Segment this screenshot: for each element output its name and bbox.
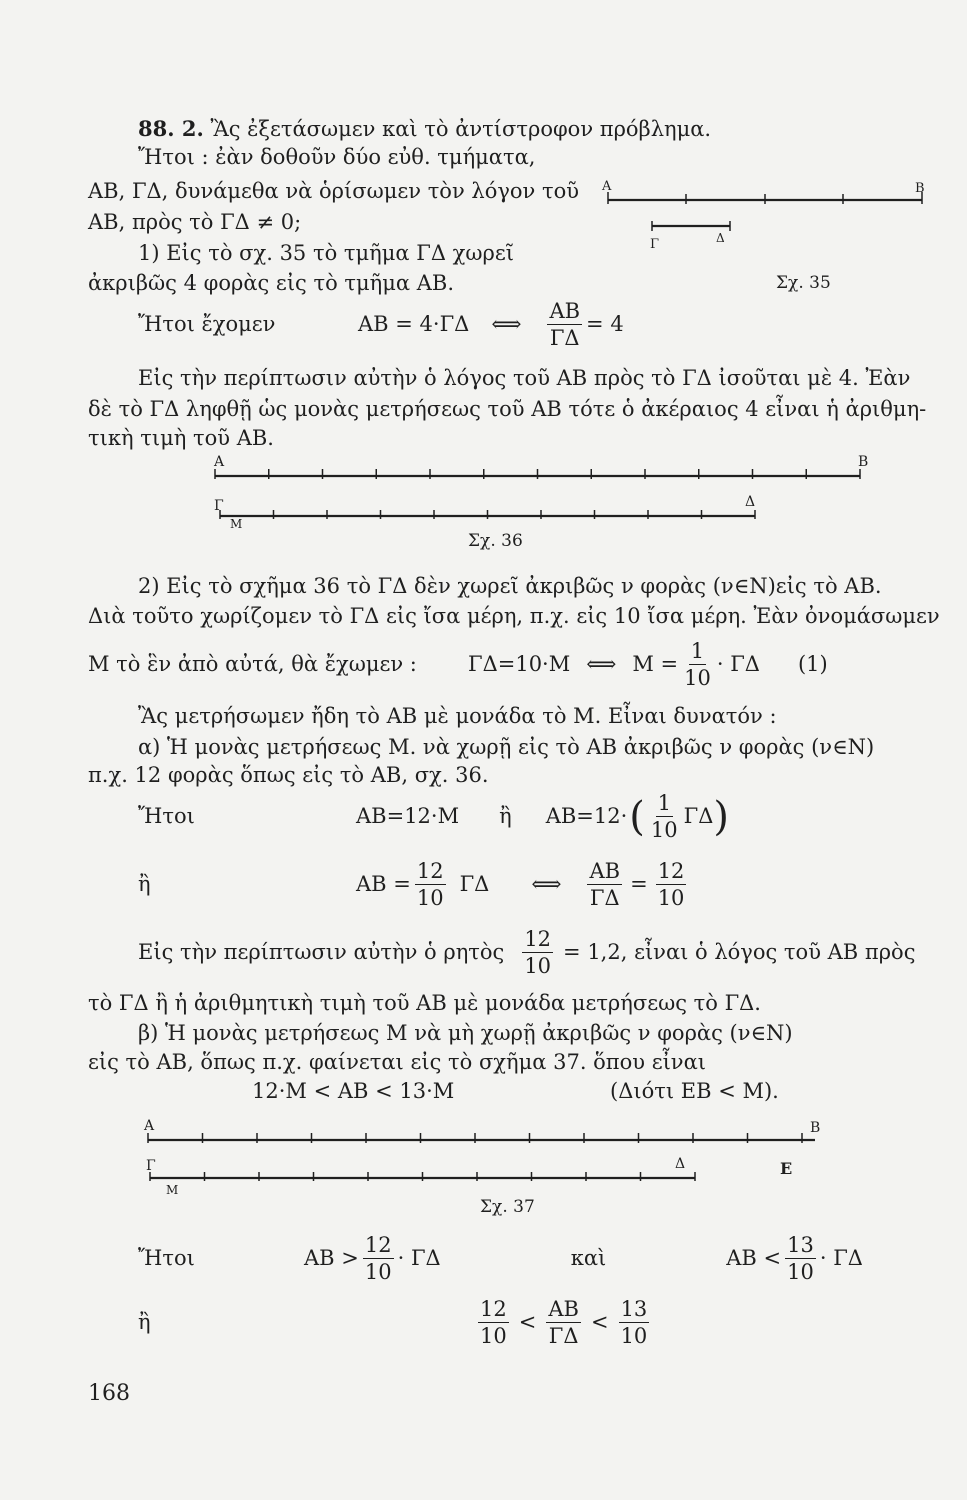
and-word: καὶ xyxy=(570,1246,607,1271)
fraction-denominator: 10 xyxy=(657,886,685,911)
reason: (Διότι ΕΒ < Μ). xyxy=(610,1079,779,1103)
text-line: Εἰς τὴν περίπτωσιν αὐτὴν ὁ λόγος τοῦ ΑΒ πρὸς τὸ ΓΔ ἰσοῦται μὲ 4. Ἐὰν xyxy=(138,366,911,390)
fraction-numerator: ΑΒ xyxy=(547,300,582,325)
figure-caption: Σχ. 37 xyxy=(480,1197,535,1217)
fraction-denominator: 10 xyxy=(620,1324,648,1349)
label-d: Δ xyxy=(716,231,725,245)
text-line: δὲ τὸ ΓΔ ληφθῇ ὡς μονὰς μετρήσεως τοῦ ΑΒ τότε ὁ ἀκέραιος 4 εἶναι ἡ ἀριθμη- xyxy=(88,397,927,421)
figure-37 xyxy=(140,1112,820,1222)
section-number: 88. 2. xyxy=(138,116,204,141)
label-m: Μ xyxy=(230,517,243,531)
label-b: Β xyxy=(915,181,925,196)
fraction-denominator: 10 xyxy=(524,954,552,979)
fraction-numerator: 13 xyxy=(785,1234,816,1259)
fraction xyxy=(546,1298,581,1347)
equation-case1 xyxy=(138,300,624,349)
gd-term: · ΓΔ xyxy=(716,652,760,677)
m-equals: Μ = xyxy=(632,652,679,677)
fraction xyxy=(478,1298,509,1347)
fraction-denominator: 10 xyxy=(650,818,678,843)
equation-case2 xyxy=(88,640,828,689)
section-intro: Ἂς ἐξετάσωμεν καὶ τὸ ἀντίστροφον πρόβλημα. xyxy=(210,117,712,141)
figure-35 xyxy=(570,178,930,298)
less-than: < xyxy=(518,1310,537,1335)
label-a: Α xyxy=(144,1118,155,1134)
iff-symbol: ⟺ xyxy=(531,872,562,897)
text-line: β) Ἡ μονὰς μετρήσεως Μ νὰ μὴ χωρῇ ἀκριβῶς ν φορὰς (ν∈Ν) xyxy=(138,1021,793,1045)
iff-symbol: ⟺ xyxy=(586,652,617,677)
ab-less: ΑΒ < xyxy=(726,1246,782,1271)
fraction xyxy=(547,300,582,349)
gd-term: ΓΔ xyxy=(683,804,714,829)
text-line: τικὴ τιμὴ τοῦ ΑΒ. xyxy=(88,426,274,450)
section-heading xyxy=(138,118,711,140)
etoi-label: Ἤτοι xyxy=(138,804,195,829)
text-line: ΑΒ, ΓΔ, δυνάμεθα νὰ ὁρίσωμεν τὸν λόγον τοῦ xyxy=(88,179,580,203)
equation-row xyxy=(138,1234,863,1283)
equation: ΑΒ=12·Μ xyxy=(356,804,460,829)
fraction xyxy=(415,860,446,909)
fraction xyxy=(619,1298,650,1347)
equals: = xyxy=(630,872,648,897)
label-g: Γ xyxy=(650,237,660,252)
or-word: ἢ xyxy=(499,804,512,829)
fraction xyxy=(587,860,622,909)
fraction-numerator: ΑΒ xyxy=(546,1298,581,1323)
ab-greater: ΑΒ > xyxy=(304,1246,359,1271)
equation-row xyxy=(138,860,690,909)
equation-row xyxy=(138,792,729,841)
fraction-denominator: 10 xyxy=(684,666,711,691)
fraction-numerator: 12 xyxy=(415,860,446,885)
figure-caption: Σχ. 35 xyxy=(776,273,831,293)
or-word: ἢ xyxy=(138,1310,151,1335)
equation: ΓΔ=10·Μ xyxy=(468,652,571,677)
label-g: Γ xyxy=(214,498,224,514)
text-line: π.χ. 12 φορὰς ὅπως εἰς τὸ ΑΒ, σχ. 36. xyxy=(88,763,489,787)
fraction xyxy=(522,928,553,977)
text-line: ἀκριβῶς 4 φορὰς εἰς τὸ τμῆμα ΑΒ. xyxy=(88,271,455,295)
text-line: Ἤτοι : ἐὰν δοθοῦν δύο εὐθ. τμήματα, xyxy=(138,145,536,169)
left-paren: ( xyxy=(629,793,645,840)
fraction xyxy=(363,1234,394,1283)
text-line: 2) Εἰς τὸ σχῆμα 36 τὸ ΓΔ δὲν χωρεῖ ἀκριβῶς ν φορὰς (ν∈Ν)εἰς τὸ ΑΒ. xyxy=(138,574,882,598)
fraction xyxy=(656,860,687,909)
text-line: α) Ἡ μονὰς μετρήσεως Μ. νὰ χωρῇ εἰς τὸ ΑΒ ἀκριβῶς ν φορὰς (ν∈Ν) xyxy=(138,735,875,759)
equation-left: ΑΒ = 4·ΓΔ xyxy=(358,312,470,337)
gd-term: · ΓΔ xyxy=(819,1246,863,1271)
text-line: 1) Εἰς τὸ σχ. 35 τὸ τμῆμα ΓΔ χωρεῖ xyxy=(138,241,514,265)
less-than: < xyxy=(590,1310,609,1335)
figure-36 xyxy=(200,446,880,556)
label-e: Ε xyxy=(780,1159,793,1178)
label-g: Γ xyxy=(146,1158,156,1174)
gd-term: ΓΔ xyxy=(459,872,490,897)
inequality: 12·Μ < ΑΒ < 13·Μ xyxy=(252,1079,455,1103)
etoi-label: Ἤτοι xyxy=(138,1246,195,1271)
text-line: εἰς τὸ ΑΒ, ὅπως π.χ. φαίνεται εἰς τὸ σχῆμα 37. ὅπου εἶναι xyxy=(88,1050,706,1074)
equation: ΑΒ=12· xyxy=(545,804,628,829)
etoi-label: Ἤτοι ἔχομεν xyxy=(138,312,276,337)
text-line: Διὰ τοῦτο χωρίζομεν τὸ ΓΔ εἰς ἴσα μέρη, π.χ. εἰς 10 ἴσα μέρη. Ἐὰν ὀνομάσωμεν xyxy=(88,604,940,628)
fraction-numerator: ΑΒ xyxy=(587,860,622,885)
equation-row xyxy=(138,1298,653,1347)
label-a: Α xyxy=(602,179,612,194)
fraction-denominator: 10 xyxy=(416,886,444,911)
fraction-denominator: ΓΔ xyxy=(549,326,580,351)
label-a: Α xyxy=(214,454,225,470)
fraction xyxy=(682,640,713,689)
page-number: 168 xyxy=(88,1381,130,1406)
fraction-numerator: 12 xyxy=(363,1234,394,1259)
or-word: ἢ xyxy=(138,872,151,897)
iff-symbol: ⟺ xyxy=(491,312,522,337)
equation-right: = 4 xyxy=(586,312,624,337)
fraction xyxy=(649,792,680,841)
fraction-denominator: 10 xyxy=(480,1324,507,1349)
equation-tag: (1) xyxy=(797,652,828,677)
fraction-denominator: ΓΔ xyxy=(548,1324,579,1349)
fraction xyxy=(785,1234,816,1283)
right-paren: ) xyxy=(713,793,729,840)
fraction-denominator: 10 xyxy=(364,1260,392,1285)
fraction-numerator: 1 xyxy=(689,640,706,665)
gd-term: · ΓΔ xyxy=(397,1246,441,1271)
fraction-numerator: 13 xyxy=(619,1298,650,1323)
fraction-denominator: ΓΔ xyxy=(589,886,620,911)
text-line: ΑΒ, πρὸς τὸ ΓΔ ≠ 0; xyxy=(88,210,302,234)
fraction-numerator: 1 xyxy=(656,792,673,817)
label-d: Δ xyxy=(675,1156,686,1172)
fraction-numerator: 12 xyxy=(478,1298,509,1323)
text-span: Εἰς τὴν περίπτωσιν αὐτὴν ὁ ρητὸς xyxy=(138,940,505,965)
text-line: Μ τὸ ἓν ἀπὸ αὐτά, θὰ ἔχωμεν : xyxy=(88,652,417,677)
text-span: = 1,2, εἶναι ὁ λόγος τοῦ ΑΒ πρὸς xyxy=(563,940,916,965)
text-line: Ἂς μετρήσωμεν ἤδη τὸ ΑΒ μὲ μονάδα τὸ Μ. Εἶναι δυνατόν : xyxy=(138,704,777,728)
figure-caption: Σχ. 36 xyxy=(468,531,523,551)
label-b: Β xyxy=(858,454,869,470)
fraction-numerator: 12 xyxy=(656,860,687,885)
ratio-line xyxy=(138,928,915,977)
fraction-denominator: 10 xyxy=(787,1260,814,1285)
label-m: Μ xyxy=(166,1183,179,1197)
label-d: Δ xyxy=(745,494,756,510)
label-b: Β xyxy=(810,1120,820,1136)
fraction-numerator: 12 xyxy=(522,928,553,953)
equation: ΑΒ = xyxy=(356,872,411,897)
text-line: τὸ ΓΔ ἢ ἡ ἀριθμητικὴ τιμὴ τοῦ ΑΒ μὲ μονάδα μετρήσεως τὸ ΓΔ. xyxy=(88,991,761,1015)
